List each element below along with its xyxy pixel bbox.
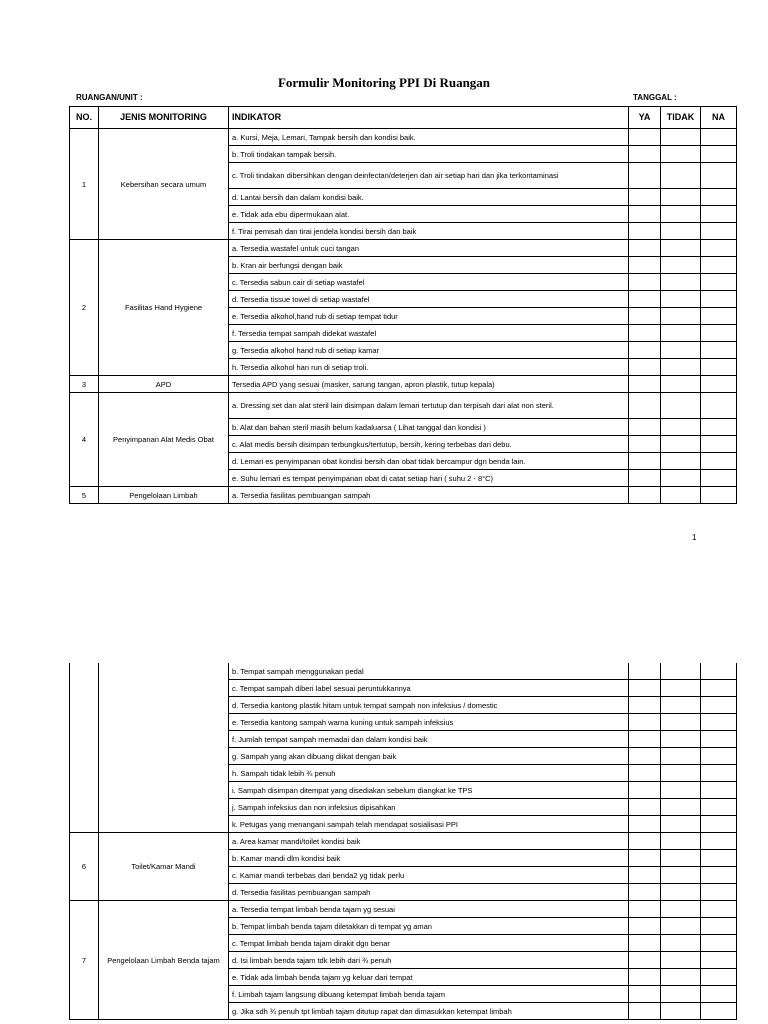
tidak-cell[interactable] xyxy=(661,189,701,206)
na-cell[interactable] xyxy=(701,470,737,487)
ya-cell[interactable] xyxy=(629,918,661,935)
na-cell[interactable] xyxy=(701,765,737,782)
column-header-ya: YA xyxy=(629,107,661,129)
ya-cell[interactable] xyxy=(629,782,661,799)
na-cell[interactable] xyxy=(701,680,737,697)
ya-cell[interactable] xyxy=(629,325,661,342)
section-jenis xyxy=(99,663,229,833)
tidak-cell[interactable] xyxy=(661,986,701,1003)
na-cell[interactable] xyxy=(701,867,737,884)
indikator-cell: g. Sampah yang akan dibuang diikat dengan baik xyxy=(229,748,629,765)
na-cell[interactable] xyxy=(701,799,737,816)
ya-cell[interactable] xyxy=(629,376,661,393)
na-cell[interactable] xyxy=(701,731,737,748)
indikator-cell: a. Tersedia wastafel untuk cuci tangan xyxy=(229,240,629,257)
ya-cell[interactable] xyxy=(629,816,661,833)
indikator-cell: a. Area kamar mandi/toilet kondisi baik xyxy=(229,833,629,850)
na-cell[interactable] xyxy=(701,487,737,504)
tidak-cell[interactable] xyxy=(661,918,701,935)
indikator-cell: b. Tempat limbah benda tajam diletakkan di tempat yg aman xyxy=(229,918,629,935)
column-header-tidak: TIDAK xyxy=(661,107,701,129)
ya-cell[interactable] xyxy=(629,680,661,697)
na-cell[interactable] xyxy=(701,952,737,969)
ya-cell[interactable] xyxy=(629,765,661,782)
indikator-cell: d. Tersedia tissue towel di setiap wastafel xyxy=(229,291,629,308)
indikator-cell: b. Kamar mandi dlm kondisi baik xyxy=(229,850,629,867)
ya-cell[interactable] xyxy=(629,359,661,376)
tidak-cell[interactable] xyxy=(661,850,701,867)
tidak-cell[interactable] xyxy=(661,663,701,680)
table-row xyxy=(70,901,737,918)
na-cell[interactable] xyxy=(701,146,737,163)
tidak-cell[interactable] xyxy=(661,935,701,952)
table-row xyxy=(70,487,737,504)
indikator-cell: e. Tersedia alkohol,hand rub di setiap tempat tidur xyxy=(229,308,629,325)
tidak-cell[interactable] xyxy=(661,419,701,436)
ya-cell[interactable] xyxy=(629,833,661,850)
table-row xyxy=(70,663,737,680)
indikator-cell: b. Troli tindakan tampak bersih. xyxy=(229,146,629,163)
section-number xyxy=(70,663,99,833)
page-number: 1 xyxy=(692,533,697,542)
tidak-cell[interactable] xyxy=(661,816,701,833)
indikator-cell: g. Tersedia alkohol hand rub di setiap kamar xyxy=(229,342,629,359)
tidak-cell[interactable] xyxy=(661,952,701,969)
ya-cell[interactable] xyxy=(629,901,661,918)
indikator-cell: f. Tirai pemisah dan tirai jendela kondisi bersih dan baik xyxy=(229,223,629,240)
indikator-cell: k. Petugas yang menangani sampah telah mendapat sosialisasi PPI xyxy=(229,816,629,833)
monitoring-table-page-2 xyxy=(69,663,737,1020)
tidak-cell[interactable] xyxy=(661,206,701,223)
section-number: 5 xyxy=(70,487,99,504)
indikator-cell: c. Tempat limbah benda tajam dirakit dgn benar xyxy=(229,935,629,952)
column-header-jenis: JENIS MONITORING xyxy=(99,107,229,129)
na-cell[interactable] xyxy=(701,697,737,714)
ya-cell[interactable] xyxy=(629,163,661,189)
tidak-cell[interactable] xyxy=(661,867,701,884)
table-body xyxy=(70,663,737,1020)
section-jenis: Fasilitas Hand Hygiene xyxy=(99,240,229,376)
na-cell[interactable] xyxy=(701,918,737,935)
indikator-cell: f. Jumlah tempat sampah memadai dan dalam kondisi baik xyxy=(229,731,629,748)
tidak-cell[interactable] xyxy=(661,487,701,504)
na-cell[interactable] xyxy=(701,436,737,453)
ya-cell[interactable] xyxy=(629,274,661,291)
na-cell[interactable] xyxy=(701,714,737,731)
tidak-cell[interactable] xyxy=(661,799,701,816)
indikator-cell: c. Tempat sampah diberi label sesuai peruntukkannya xyxy=(229,680,629,697)
na-cell[interactable] xyxy=(701,935,737,952)
section-number: 4 xyxy=(70,393,99,487)
tidak-cell[interactable] xyxy=(661,308,701,325)
table-row xyxy=(70,240,737,257)
tidak-cell[interactable] xyxy=(661,146,701,163)
indikator-cell: e. Tersedia kantong sampah warna kuning untuk sampah infeksius xyxy=(229,714,629,731)
indikator-cell: d. Tersedia fasilitas pembuangan sampah xyxy=(229,884,629,901)
tidak-cell[interactable] xyxy=(661,223,701,240)
indikator-cell: e. Tidak ada limbah benda tajam yg keluar dari tempat xyxy=(229,969,629,986)
indikator-cell: Tersedia APD yang sesuai (masker, sarung tangan, apron plastik, tutup kepala) xyxy=(229,376,629,393)
tidak-cell[interactable] xyxy=(661,748,701,765)
indikator-cell: d. Lantai bersih dan dalam kondisi baik. xyxy=(229,189,629,206)
table-row xyxy=(70,376,737,393)
indikator-cell: e. Suhu lemari es tempat penyimpanan obat di catat setiap hari ( suhu 2 - 8°C) xyxy=(229,470,629,487)
tidak-cell[interactable] xyxy=(661,453,701,470)
na-cell[interactable] xyxy=(701,782,737,799)
na-cell[interactable] xyxy=(701,240,737,257)
table-row xyxy=(70,393,737,419)
ya-cell[interactable] xyxy=(629,189,661,206)
na-cell[interactable] xyxy=(701,291,737,308)
column-header-na: NA xyxy=(701,107,737,129)
tidak-cell[interactable] xyxy=(661,291,701,308)
na-cell[interactable] xyxy=(701,663,737,680)
tidak-cell[interactable] xyxy=(661,376,701,393)
table-row xyxy=(70,129,737,146)
na-cell[interactable] xyxy=(701,419,737,436)
na-cell[interactable] xyxy=(701,189,737,206)
indikator-cell: h. Sampah tidak lebih ¾ penuh xyxy=(229,765,629,782)
na-cell[interactable] xyxy=(701,850,737,867)
ya-cell[interactable] xyxy=(629,240,661,257)
tidak-cell[interactable] xyxy=(661,731,701,748)
section-number: 6 xyxy=(70,833,99,901)
section-number: 1 xyxy=(70,129,99,240)
tidak-cell[interactable] xyxy=(661,129,701,146)
na-cell[interactable] xyxy=(701,1003,737,1020)
tidak-cell[interactable] xyxy=(661,697,701,714)
indikator-cell: h. Tersedia alkohol han run di setiap troli. xyxy=(229,359,629,376)
indikator-cell: d. Lemari es penyimpanan obat kondisi bersih dan obat tidak bercampur dgn benda lain. xyxy=(229,453,629,470)
page-2 xyxy=(0,663,768,1024)
tidak-cell[interactable] xyxy=(661,1003,701,1020)
ya-cell[interactable] xyxy=(629,697,661,714)
ya-cell[interactable] xyxy=(629,1003,661,1020)
na-cell[interactable] xyxy=(701,901,737,918)
ya-cell[interactable] xyxy=(629,850,661,867)
monitoring-table-page-1 xyxy=(69,106,737,504)
indikator-cell: c. Tersedia sabun cair di setiap wastafel xyxy=(229,274,629,291)
na-cell[interactable] xyxy=(701,257,737,274)
ya-cell[interactable] xyxy=(629,146,661,163)
ya-cell[interactable] xyxy=(629,663,661,680)
section-jenis: APD xyxy=(99,376,229,393)
indikator-cell: c. Alat medis bersih disimpan terbungkus/tertutup, bersih, kering terbebas dari debu. xyxy=(229,436,629,453)
section-jenis: Penyimpanan Alat Medis Obat xyxy=(99,393,229,487)
ya-cell[interactable] xyxy=(629,487,661,504)
indikator-cell: b. Kran air berfungsi dengan baik xyxy=(229,257,629,274)
tidak-cell[interactable] xyxy=(661,257,701,274)
ya-cell[interactable] xyxy=(629,748,661,765)
indikator-cell: f. Limbah tajam langsung dibuang ketempat limbah benda tajam xyxy=(229,986,629,1003)
ya-cell[interactable] xyxy=(629,986,661,1003)
na-cell[interactable] xyxy=(701,359,737,376)
tidak-cell[interactable] xyxy=(661,470,701,487)
na-cell[interactable] xyxy=(701,163,737,189)
tidak-cell[interactable] xyxy=(661,342,701,359)
section-jenis: Toilet/Kamar Mandi xyxy=(99,833,229,901)
ya-cell[interactable] xyxy=(629,935,661,952)
na-cell[interactable] xyxy=(701,884,737,901)
tanggal-label: TANGGAL : xyxy=(633,93,677,102)
column-header-indikator: INDIKATOR xyxy=(229,107,629,129)
column-header-no: NO. xyxy=(70,107,99,129)
section-jenis: Pengelolaan Limbah Benda tajam xyxy=(99,901,229,1020)
ya-cell[interactable] xyxy=(629,393,661,419)
section-number: 2 xyxy=(70,240,99,376)
indikator-cell: d. Tersedia kantong plastik hitam untuk tempat sampah non infeksius / domestic xyxy=(229,697,629,714)
indikator-cell: a. Kursi, Meja, Lemari, Tampak bersih dan kondisi baik. xyxy=(229,129,629,146)
ya-cell[interactable] xyxy=(629,419,661,436)
na-cell[interactable] xyxy=(701,325,737,342)
tidak-cell[interactable] xyxy=(661,714,701,731)
indikator-cell: d. Isi limbah benda tajam tdk lebih dari ¾ penuh xyxy=(229,952,629,969)
tidak-cell[interactable] xyxy=(661,901,701,918)
indikator-cell: a. Tersedia tempat limbah benda tajam yg sesuai xyxy=(229,901,629,918)
ya-cell[interactable] xyxy=(629,952,661,969)
section-jenis: Pengelolaan Limbah xyxy=(99,487,229,504)
ya-cell[interactable] xyxy=(629,291,661,308)
na-cell[interactable] xyxy=(701,274,737,291)
ya-cell[interactable] xyxy=(629,342,661,359)
ya-cell[interactable] xyxy=(629,206,661,223)
indikator-cell: b. Tempat sampah menggunakan pedal xyxy=(229,663,629,680)
indikator-cell: f. Tersedia tempat sampah didekat wastafel xyxy=(229,325,629,342)
indikator-cell: j. Sampah infeksius dan non infeksius dipisahkan xyxy=(229,799,629,816)
na-cell[interactable] xyxy=(701,393,737,419)
ya-cell[interactable] xyxy=(629,867,661,884)
indikator-cell: g. Jika sdh ¾ penuh tpt limbah tajam ditutup rapat dan dimasukkan ketempat limbah xyxy=(229,1003,629,1020)
indikator-cell: a. Tersedia fasilitas pembuangan sampah xyxy=(229,487,629,504)
tidak-cell[interactable] xyxy=(661,325,701,342)
ya-cell[interactable] xyxy=(629,436,661,453)
ya-cell[interactable] xyxy=(629,453,661,470)
ya-cell[interactable] xyxy=(629,884,661,901)
tidak-cell[interactable] xyxy=(661,782,701,799)
na-cell[interactable] xyxy=(701,206,737,223)
ya-cell[interactable] xyxy=(629,799,661,816)
tidak-cell[interactable] xyxy=(661,765,701,782)
tidak-cell[interactable] xyxy=(661,359,701,376)
ya-cell[interactable] xyxy=(629,308,661,325)
ya-cell[interactable] xyxy=(629,257,661,274)
tidak-cell[interactable] xyxy=(661,274,701,291)
na-cell[interactable] xyxy=(701,223,737,240)
section-number: 3 xyxy=(70,376,99,393)
na-cell[interactable] xyxy=(701,129,737,146)
na-cell[interactable] xyxy=(701,833,737,850)
ya-cell[interactable] xyxy=(629,969,661,986)
na-cell[interactable] xyxy=(701,308,737,325)
ya-cell[interactable] xyxy=(629,129,661,146)
na-cell[interactable] xyxy=(701,453,737,470)
tidak-cell[interactable] xyxy=(661,436,701,453)
tidak-cell[interactable] xyxy=(661,680,701,697)
indikator-cell: c. Kamar mandi terbebas dari benda2 yg tidak perlu xyxy=(229,867,629,884)
tidak-cell[interactable] xyxy=(661,393,701,419)
table-body xyxy=(70,129,737,504)
form-title: Formulir Monitoring PPI Di Ruangan xyxy=(277,75,491,90)
tidak-cell[interactable] xyxy=(661,240,701,257)
na-cell[interactable] xyxy=(701,342,737,359)
indikator-cell: c. Troli tindakan dibersihkan dengan deinfectan/deterjen dan air setiap hari dan jika terkontaminasi xyxy=(229,163,629,189)
ya-cell[interactable] xyxy=(629,470,661,487)
na-cell[interactable] xyxy=(701,376,737,393)
tidak-cell[interactable] xyxy=(661,163,701,189)
na-cell[interactable] xyxy=(701,986,737,1003)
tidak-cell[interactable] xyxy=(661,833,701,850)
indikator-cell: e. Tidak ada ebu dipermukaan alat. xyxy=(229,206,629,223)
na-cell[interactable] xyxy=(701,816,737,833)
section-number: 7 xyxy=(70,901,99,1020)
section-jenis: Kebersihan secara umum xyxy=(99,129,229,240)
ya-cell[interactable] xyxy=(629,223,661,240)
indikator-cell: i. Sampah disimpan ditempat yang disediakan sebelum diangkat ke TPS xyxy=(229,782,629,799)
ya-cell[interactable] xyxy=(629,731,661,748)
ya-cell[interactable] xyxy=(629,714,661,731)
indikator-cell: b. Alat dan bahan steril masih belum kadaluarsa ( Lihat tanggal dan kondisi ) xyxy=(229,419,629,436)
ruangan-label: RUANGAN/UNIT : xyxy=(76,93,143,102)
tidak-cell[interactable] xyxy=(661,884,701,901)
tidak-cell[interactable] xyxy=(661,969,701,986)
indikator-cell: a. Dressing set dan alat steril lain disimpan dalam lemari tertutup dan terpisah dari alat non steril. xyxy=(229,393,629,419)
table-row xyxy=(70,833,737,850)
na-cell[interactable] xyxy=(701,969,737,986)
na-cell[interactable] xyxy=(701,748,737,765)
